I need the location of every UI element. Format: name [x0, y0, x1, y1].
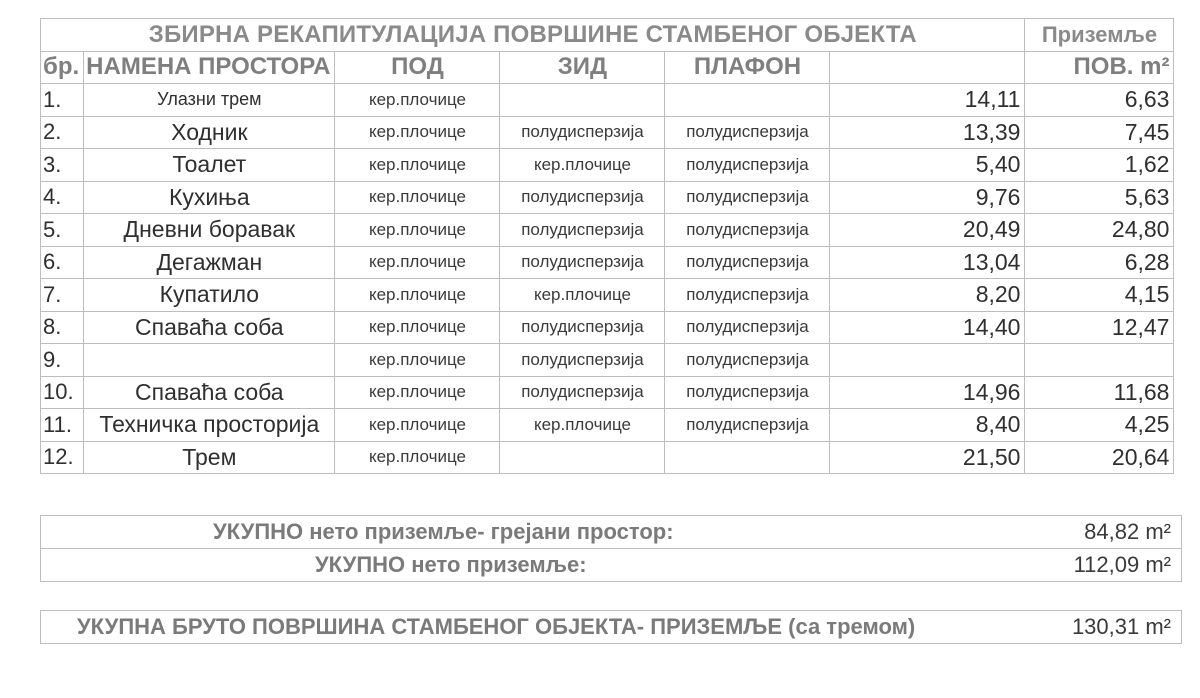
net-area-value	[1025, 344, 1174, 377]
floor-area-value: 5,40	[830, 149, 1025, 182]
net-area-value: 24,80	[1025, 214, 1174, 247]
wall-finish	[500, 84, 665, 117]
floor-finish: кер.плочице	[335, 344, 500, 377]
floor-label: Приземље	[1025, 19, 1174, 52]
floor-area-value: 13,04	[830, 246, 1025, 279]
row-number: 12.	[41, 441, 84, 474]
wall-finish: полудисперзија	[500, 214, 665, 247]
floor-finish: кер.плочице	[335, 84, 500, 117]
net-totals-box	[40, 515, 1182, 582]
room-name: Дегажман	[84, 246, 335, 279]
table-row	[41, 441, 1174, 474]
net-area-value: 11,68	[1025, 376, 1174, 409]
row-number: 5.	[41, 214, 84, 247]
row-number: 11.	[41, 409, 84, 442]
header-no: бр.	[41, 51, 84, 84]
wall-finish	[500, 441, 665, 474]
floor-area-value: 14,11	[830, 84, 1025, 117]
floor-finish: кер.плочице	[335, 409, 500, 442]
wall-finish: кер.плочице	[500, 149, 665, 182]
room-name: Спаваћа соба	[84, 311, 335, 344]
room-name: Купатило	[84, 279, 335, 312]
header-purpose: НАМЕНА ПРОСТОРА	[84, 51, 335, 84]
ceiling-finish: полудисперзија	[665, 279, 830, 312]
ceiling-finish: полудисперзија	[665, 311, 830, 344]
header-floor: ПОД	[335, 51, 500, 84]
ceiling-finish: полудисперзија	[665, 246, 830, 279]
floor-finish: кер.плочице	[335, 376, 500, 409]
net-area-value: 5,63	[1025, 181, 1174, 214]
row-number: 10.	[41, 376, 84, 409]
table-row	[41, 116, 1174, 149]
net-total-label: УКУПНО нето приземље:	[315, 552, 587, 577]
floor-finish: кер.плочице	[335, 214, 500, 247]
ceiling-finish: полудисперзија	[665, 409, 830, 442]
row-number: 8.	[41, 311, 84, 344]
gross-total-row	[41, 611, 1181, 643]
room-name: Тоалет	[84, 149, 335, 182]
wall-finish: кер.плочице	[500, 409, 665, 442]
room-name: Дневни боравак	[84, 214, 335, 247]
table-row	[41, 376, 1174, 409]
table-title: ЗБИРНА РЕКАПИТУЛАЦИЈА ПОВРШИНЕ СТАМБЕНОГ ОБЈЕКТА	[41, 19, 1025, 52]
row-number: 6.	[41, 246, 84, 279]
wall-finish: полудисперзија	[500, 116, 665, 149]
ceiling-finish	[665, 441, 830, 474]
ceiling-finish	[665, 84, 830, 117]
wall-finish: кер.плочице	[500, 279, 665, 312]
row-number: 9.	[41, 344, 84, 377]
wall-finish: полудисперзија	[500, 311, 665, 344]
floor-finish: кер.плочице	[335, 149, 500, 182]
floor-finish: кер.плочице	[335, 181, 500, 214]
wall-finish: полудисперзија	[500, 246, 665, 279]
ceiling-finish: полудисперзија	[665, 214, 830, 247]
room-name: Техничка просторија	[84, 409, 335, 442]
floor-area-value: 14,40	[830, 311, 1025, 344]
floor-area-value: 20,49	[830, 214, 1025, 247]
gross-total-value: 130,31 m²	[1071, 614, 1171, 639]
heated-total-value: 84,82 m²	[1084, 519, 1171, 544]
ceiling-finish: полудисперзија	[665, 181, 830, 214]
net-total-row	[41, 548, 1181, 581]
net-total-value: 112,09 m²	[1073, 552, 1171, 577]
header-row	[41, 51, 1174, 84]
room-name: Улазни трем	[84, 84, 335, 117]
floor-area-value: 9,76	[830, 181, 1025, 214]
area-recap-table	[40, 18, 1174, 474]
wall-finish: полудисперзија	[500, 376, 665, 409]
ceiling-finish: полудисперзија	[665, 344, 830, 377]
floor-finish: кер.плочице	[335, 279, 500, 312]
table-row	[41, 409, 1174, 442]
net-area-value: 6,28	[1025, 246, 1174, 279]
net-area-value: 4,15	[1025, 279, 1174, 312]
row-number: 3.	[41, 149, 84, 182]
floor-finish: кер.плочице	[335, 246, 500, 279]
header-area: ПОВ. m²	[1025, 51, 1174, 84]
table-row	[41, 214, 1174, 247]
ceiling-finish: полудисперзија	[665, 116, 830, 149]
title-row	[41, 19, 1174, 52]
table-row	[41, 84, 1174, 117]
net-area-value: 6,63	[1025, 84, 1174, 117]
gross-total-label: УКУПНА БРУТО ПОВРШИНА СТАМБЕНОГ ОБЈЕКТА- ПРИЗЕМЉЕ (са тремом)	[77, 614, 916, 639]
row-number: 4.	[41, 181, 84, 214]
room-name: Кухиња	[84, 181, 335, 214]
wall-finish: полудисперзија	[500, 181, 665, 214]
table-row	[41, 344, 1174, 377]
heated-total-label: УКУПНО нето приземље- грејани простор:	[213, 519, 674, 544]
room-name	[84, 344, 335, 377]
table-row	[41, 246, 1174, 279]
floor-area-value: 14,96	[830, 376, 1025, 409]
net-area-value: 12,47	[1025, 311, 1174, 344]
room-name: Трем	[84, 441, 335, 474]
heated-total-row	[41, 516, 1181, 548]
room-name: Спаваћа соба	[84, 376, 335, 409]
row-number: 7.	[41, 279, 84, 312]
room-name: Ходник	[84, 116, 335, 149]
floor-area-value: 21,50	[830, 441, 1025, 474]
net-area-value: 4,25	[1025, 409, 1174, 442]
net-area-value: 1,62	[1025, 149, 1174, 182]
table-row	[41, 181, 1174, 214]
table-row	[41, 279, 1174, 312]
floor-finish: кер.плочице	[335, 311, 500, 344]
floor-finish: кер.плочице	[335, 441, 500, 474]
floor-area-value: 8,20	[830, 279, 1025, 312]
header-ceiling: ПЛАФОН	[665, 51, 830, 84]
floor-area-value: 8,40	[830, 409, 1025, 442]
row-number: 2.	[41, 116, 84, 149]
table-row	[41, 149, 1174, 182]
gross-total-box	[40, 610, 1182, 644]
table-row	[41, 311, 1174, 344]
ceiling-finish: полудисперзија	[665, 149, 830, 182]
net-area-value: 20,64	[1025, 441, 1174, 474]
floor-area-value	[830, 344, 1025, 377]
header-extra	[830, 51, 1025, 84]
header-wall: ЗИД	[500, 51, 665, 84]
net-area-value: 7,45	[1025, 116, 1174, 149]
wall-finish: полудисперзија	[500, 344, 665, 377]
ceiling-finish: полудисперзија	[665, 376, 830, 409]
row-number: 1.	[41, 84, 84, 117]
floor-area-value: 13,39	[830, 116, 1025, 149]
floor-finish: кер.плочице	[335, 116, 500, 149]
